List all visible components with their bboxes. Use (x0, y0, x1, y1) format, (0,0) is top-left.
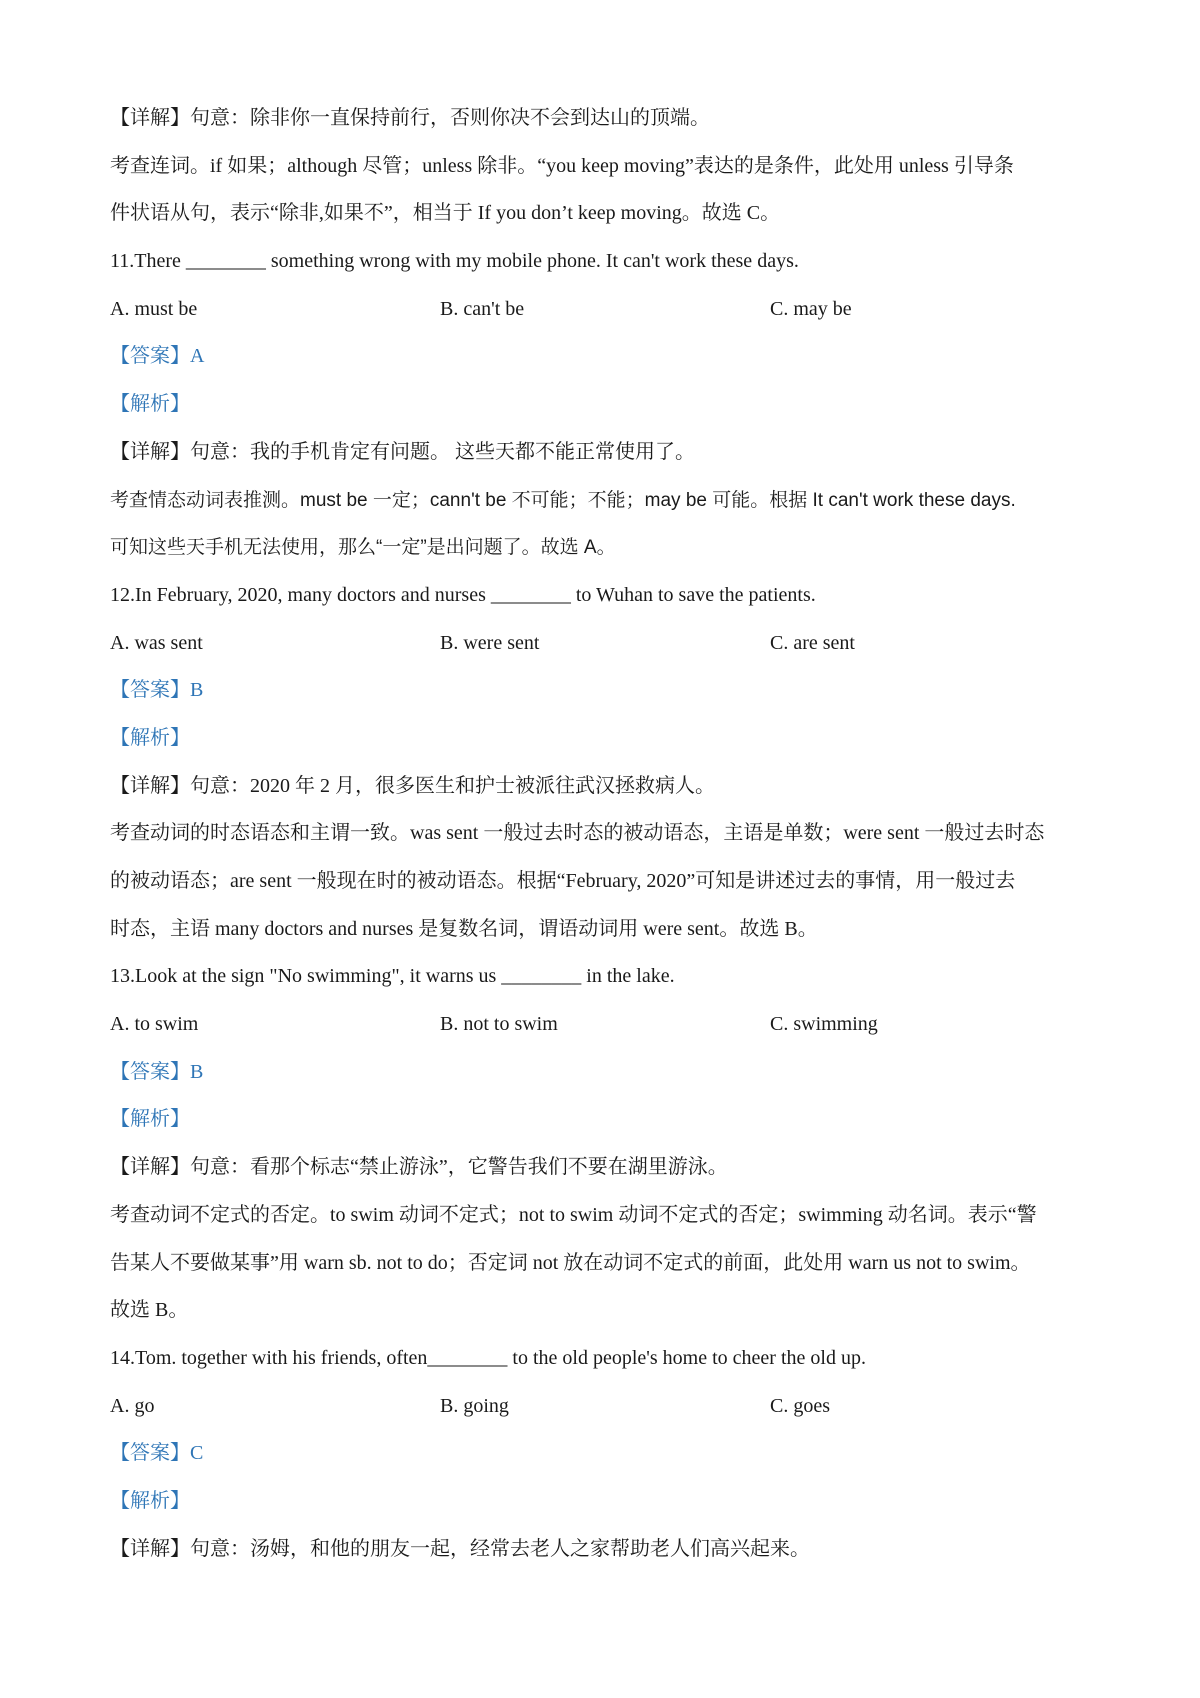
text-line: 考查连词。if 如果；although 尽管；unless 除非。“you keep moving”表达的是条件，此处用 unless 引导条 (110, 154, 1014, 177)
option-c: C. are sent (770, 631, 855, 654)
section-label: 【答案】A (110, 345, 205, 368)
text-line: 【详解】句意：除非你一直保持前行，否则你决不会到达山的顶端。 (110, 107, 710, 129)
text-line: 故选 B。 (110, 1299, 189, 1322)
text-line: 【详解】句意：2020 年 2 月，很多医生和护士被派往武汉拯救病人。 (110, 774, 715, 797)
option-c: C. goes (770, 1394, 830, 1417)
option-c: C. may be (770, 297, 852, 320)
option-a: A. to swim (110, 1013, 199, 1036)
section-label: 【解析】 (110, 393, 190, 416)
option-b: B. can't be (440, 297, 525, 320)
text-line: 告某人不要做某事”用 warn sb. not to do；否定词 not 放在动词不定式的前面，此处用 warn us not to swim。 (110, 1251, 1031, 1274)
question-stem: 13.Look at the sign "No swimming", it warns us ________ in the lake. (110, 965, 675, 988)
option-a: A. go (110, 1394, 155, 1417)
text-line: 的被动语态；are sent 一般现在时的被动语态。根据“February, 2020”可知是讲述过去的事情，用一般过去 (110, 870, 1016, 892)
document-content (110, 95, 1100, 1573)
question-stem: 12.In February, 2020, many doctors and nurses ________ to Wuhan to save the patients. (110, 583, 816, 606)
section-label: 【解析】 (110, 1489, 190, 1512)
option-b: B. were sent (440, 631, 540, 654)
text-line: 【详解】句意：看那个标志“禁止游泳”，它警告我们不要在湖里游泳。 (110, 1156, 728, 1179)
section-label: 【答案】B (110, 1060, 204, 1083)
section-label: 【解析】 (110, 1108, 190, 1131)
option-c: C. swimming (770, 1013, 878, 1036)
question-stem: 14.Tom. together with his friends, often________ to the old people's home to cheer the old up. (110, 1346, 866, 1369)
text-line: 【详解】句意：汤姆，和他的朋友一起，经常去老人之家帮助老人们高兴起来。 (110, 1537, 810, 1560)
section-label: 【答案】C (110, 1442, 204, 1465)
answer-options (110, 286, 1100, 334)
answer-options (110, 1383, 1100, 1431)
text-line: 考查动词不定式的否定。to swim 动词不定式；not to swim 动词不定式的否定；swimming 动名词。表示“警 (110, 1203, 1037, 1226)
answer-options (110, 1001, 1100, 1049)
section-label: 【解析】 (110, 726, 190, 749)
text-line: 可知这些天手机无法使用，那么“一定”是出问题了。故选 A。 (110, 537, 616, 559)
text-line: 时态，主语 many doctors and nurses 是复数名词，谓语动词用 were sent。故选 B。 (110, 917, 818, 940)
option-a: A. must be (110, 297, 198, 320)
text-line: 考查动词的时态语态和主谓一致。was sent 一般过去时态的被动语态，主语是单数；were sent 一般过去时态 (110, 822, 1045, 845)
option-b: B. going (440, 1394, 509, 1417)
option-b: B. not to swim (440, 1013, 558, 1036)
option-a: A. was sent (110, 631, 203, 654)
answer-options (110, 620, 1100, 668)
section-label: 【答案】B (110, 679, 204, 702)
text-line: 【详解】句意：我的手机肯定有问题。 这些天都不能正常使用了。 (110, 440, 695, 463)
question-stem: 11.There ________ something wrong with my mobile phone. It can't work these days. (110, 250, 799, 273)
text-line: 件状语从句，表示“除非,如果不”，相当于 If you don’t keep moving。故选 C。 (110, 202, 781, 225)
text-line: 考查情态动词表推测。must be 一定；cann't be 不可能；不能；may be 可能。根据 It can't work these days. (110, 489, 1016, 511)
